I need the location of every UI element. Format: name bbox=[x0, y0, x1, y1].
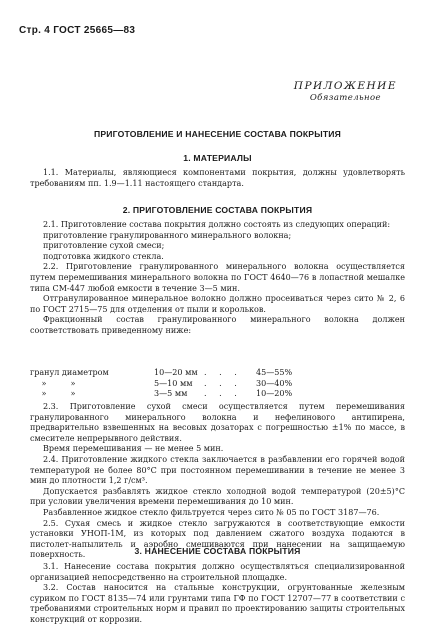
paragraph-2-1: 2.1. Приготовление состава покрытия должно состоять из следующих операций: bbox=[43, 220, 391, 229]
paragraph-2-4: 2.4. Приготовление жидкого стекла заключается в разбавлении его горячей водой температурой не более 80°С при постоянном перемешивании в течение не менее 3 мин до плотности 1,2 г/см³. bbox=[30, 454, 405, 486]
operation-1: приготовление гранулированного минерального волокна; bbox=[43, 230, 292, 240]
fraction-table bbox=[30, 368, 405, 400]
fraction-label: гранул диаметром bbox=[30, 368, 109, 377]
appendix-label bbox=[294, 80, 397, 103]
fraction-to: 20 мм bbox=[172, 368, 198, 377]
fraction-dots: . . . bbox=[204, 389, 242, 399]
fraction-label: » bbox=[41, 389, 47, 399]
paragraph-1-1: 1.1. Материалы, являющиеся компонентами покрытия, должны удовлетворять требованиям пп. 1.9—1.11 настоящего стандарта. bbox=[30, 168, 405, 188]
operation-3: подготовка жидкого стекла. bbox=[43, 251, 164, 261]
section-2-body-b bbox=[30, 402, 405, 561]
appendix-note: Обязательное bbox=[309, 93, 381, 103]
section-2-heading: 2. ПРИГОТОВЛЕНИЕ СОСТАВА ПОКРЫТИЯ bbox=[122, 205, 313, 215]
fraction-from: 5 bbox=[154, 378, 160, 388]
paragraph-2-4a: Допускается разбавлять жидкое стекло холодной водой температурой (20±5)°С при условии увеличения времени перемешивания до 10 мин. bbox=[30, 486, 405, 507]
fraction-label-2: » bbox=[70, 378, 76, 388]
fraction-share: 10—20% bbox=[256, 389, 293, 399]
section-3-heading: 3. НАНЕСЕНИЕ СОСТАВА ПОКРЫТИЯ bbox=[134, 546, 301, 556]
fraction-share: 45—55% bbox=[256, 368, 293, 377]
fraction-to: 5 мм bbox=[167, 389, 188, 399]
section-1-heading: 1. МАТЕРИАЛЫ bbox=[183, 153, 252, 163]
appendix-title: ПРИЛОЖЕНИЕ bbox=[293, 80, 397, 92]
fraction-label: » bbox=[41, 378, 47, 388]
paragraph-2-2b: Фракционный состав гранулированного минерального волокна должен соответствовать приведенному ниже: bbox=[30, 315, 405, 335]
paragraph-2-4b: Разбавленное жидкое стекло фильтруется через сито № 05 по ГОСТ 3187—76. bbox=[43, 507, 380, 517]
fraction-from: 10 bbox=[154, 368, 165, 377]
page-header: Стр. 4 ГОСТ 25665—83 bbox=[19, 25, 136, 36]
paragraph-3-2: 3.2. Состав наносится на стальные конструкции, огрунтованные железным суриком по ГОСТ 8135—74 или грунтами типа ГФ по ГОСТ 12707—77 в соответствии с требованиями строительных норм и правил по проектированию защиты строительных конструкций от коррозии. bbox=[30, 583, 405, 624]
fraction-to: 10 мм bbox=[167, 378, 193, 388]
section-2-body-a bbox=[30, 220, 405, 337]
paragraph-3-1: 3.1. Нанесение состава покрытия должно осуществляться специализированной организацией непосредственно на строительной площадке. bbox=[30, 562, 405, 582]
fraction-share: 30—40% bbox=[256, 378, 293, 388]
paragraph-2-2: 2.2. Приготовление гранулированного минерального волокна осуществляется путем перемешивания минерального волокна по ГОСТ 4640—76 в лопастной мешалке типа СМ-447 любой емкости в течение 3—5 мин. bbox=[30, 262, 405, 293]
section-1-body bbox=[30, 168, 405, 189]
operation-2: приготовление сухой смеси; bbox=[43, 241, 165, 251]
paragraph-2-5: 2.5. Сухая смесь и жидкое стекло загружаются в соответствующие емкости установки УНОП-1М, из которых под давлением сжатого воздуха подаются в пистолет-напылитель и аэробно смешиваются при нанесении на защищаемую поверхность. bbox=[30, 518, 405, 560]
fraction-from: 3 bbox=[154, 389, 160, 399]
paragraph-2-2a: Отгранулированное минеральное волокно должно просеиваться через сито № 2, 6 по ГОСТ 2715—75 для отделения от пыли и корольков. bbox=[30, 294, 405, 314]
fraction-row: гранул диаметром 10—20 мм . . . 45—55% bbox=[30, 368, 293, 377]
fraction-dots: . . . bbox=[204, 378, 242, 388]
fraction-label-2: » bbox=[70, 389, 76, 399]
section-3-body bbox=[30, 562, 405, 626]
paragraph-2-3: 2.3. Приготовление сухой смеси осуществляется путем перемешивания гранулированного минерального волокна и нефелинового антипирена, предварительно взвешенных на весовых дозаторах с погрешностью ±1% по массе, в смесителе непрерывного действия. bbox=[30, 402, 405, 443]
fraction-row: » » 5—10 мм . . . 30—40% bbox=[30, 379, 405, 390]
main-title: ПРИГОТОВЛЕНИЕ И НАНЕСЕНИЕ СОСТАВА ПОКРЫТИЯ bbox=[93, 129, 342, 139]
fraction-row: » » 3—5 мм . . . 10—20% bbox=[30, 389, 405, 400]
paragraph-2-3a: Время перемешивания — не менее 5 мин. bbox=[43, 444, 224, 454]
fraction-dots: . . . bbox=[204, 368, 242, 377]
